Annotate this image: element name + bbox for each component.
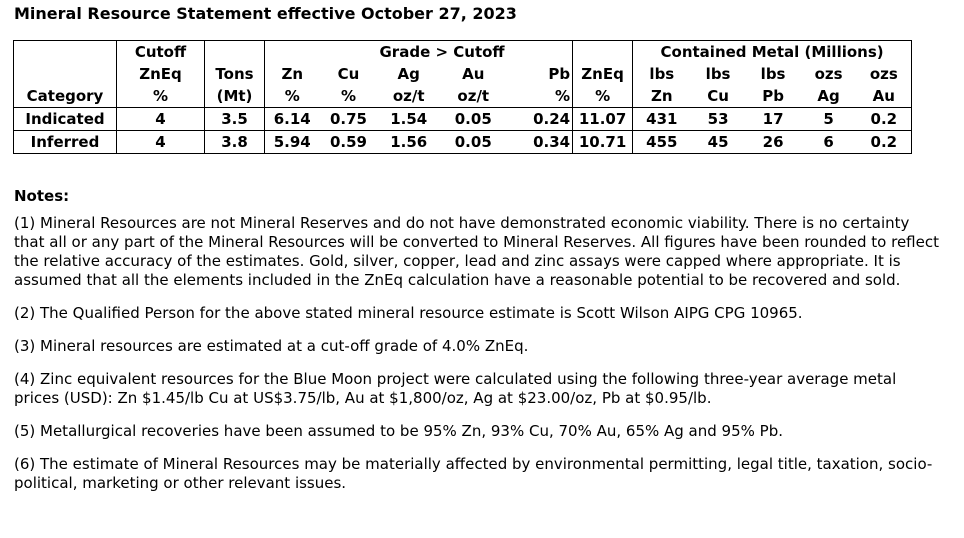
header-cell: [573, 41, 633, 64]
header-cell: oz/t: [392, 87, 425, 105]
header-cell: lbs: [705, 65, 731, 83]
table-cell: 455: [633, 131, 691, 154]
header-cell: ozs: [814, 65, 843, 83]
table-cell: 0.05: [440, 108, 507, 131]
table-cell: 1.54: [378, 108, 440, 131]
table-cell: 17: [746, 108, 801, 131]
table-cell: 0.34: [507, 131, 573, 154]
header-row-3: [14, 85, 912, 108]
header-cell: [14, 63, 117, 85]
note-item: (6) The estimate of Mineral Resources may be materially affected by environmental permitting, legal title, taxation, socio-political, marketing or other relevant issues.: [14, 455, 933, 492]
header-category: Category: [14, 85, 117, 108]
header-grade: Grade > Cutoff: [378, 41, 507, 64]
table-cell: 0.05: [440, 131, 507, 154]
header-row-1: [14, 41, 912, 64]
table-cell: 11.07: [573, 108, 633, 131]
table-cell: 45: [691, 131, 746, 154]
header-cell: [320, 41, 378, 64]
header-cutoff: Cutoff: [117, 41, 205, 64]
header-cell: Zn: [633, 85, 691, 108]
header-cell: [14, 41, 117, 64]
table-cell: 0.2: [857, 108, 912, 131]
header-cell: Pb: [507, 63, 573, 85]
note-item: (4) Zinc equivalent resources for the Blue Moon project were calculated using the following three-year average metal prices (USD): Zn $1.45/lb Cu at US$3.75/lb, Au at $1,800/oz, Ag at $23.00/oz, Pb at $0.95/lb.: [14, 370, 897, 407]
header-cell: ZnEq: [117, 63, 205, 85]
page-title: Mineral Resource Statement effective October 27, 2023: [14, 4, 517, 23]
header-cell: lbs: [633, 63, 691, 85]
table-cell: 10.71: [573, 131, 633, 154]
table-cell: 6: [801, 131, 857, 154]
header-cell: Tons: [205, 63, 265, 85]
row-category: Indicated: [14, 108, 117, 131]
header-cell: Au: [462, 65, 485, 83]
header-cell: Cu: [707, 87, 729, 105]
table-cell: 3.8: [205, 131, 265, 154]
table-cell: 26: [746, 131, 801, 154]
table-cell: 431: [633, 108, 691, 131]
header-contained-metal: Contained Metal (Millions): [633, 41, 912, 64]
header-row-2: [14, 63, 912, 85]
header-cell: %: [265, 85, 320, 108]
table-cell: 0.2: [857, 131, 912, 154]
header-cell: oz/t: [457, 87, 490, 105]
table-cell: 53: [691, 108, 746, 131]
header-cell: Ag: [397, 65, 420, 83]
note-item: (3) Mineral resources are estimated at a cut-off grade of 4.0% ZnEq.: [14, 337, 529, 355]
header-cell: Cu: [337, 65, 360, 83]
header-cell: %: [117, 85, 205, 108]
header-cell: ZnEq: [573, 63, 633, 85]
notes-heading: Notes:: [14, 187, 70, 205]
table-cell: 4: [117, 131, 205, 154]
header-cell: [507, 41, 573, 64]
header-cell: lbs: [760, 65, 786, 83]
header-cell: (Mt): [205, 85, 265, 108]
table-row: [14, 131, 912, 154]
table-row: [14, 108, 912, 131]
header-cell: ozs: [857, 63, 912, 85]
header-cell: %: [340, 87, 357, 105]
note-item: (5) Metallurgical recoveries have been assumed to be 95% Zn, 93% Cu, 70% Au, 65% Ag and 95% Pb.: [14, 422, 783, 440]
table-cell: 1.56: [378, 131, 440, 154]
header-cell: [265, 41, 320, 64]
table-cell: 0.24: [507, 108, 573, 131]
header-cell: Ag: [817, 87, 840, 105]
table-cell: 5: [801, 108, 857, 131]
notes-section: [14, 186, 944, 507]
table-cell: 4: [117, 108, 205, 131]
header-cell: Zn: [265, 63, 320, 85]
header-cell: Pb: [762, 87, 784, 105]
header-cell: %: [507, 85, 573, 108]
header-cell: Au: [857, 85, 912, 108]
table-cell: 6.14: [265, 108, 320, 131]
table-cell: 5.94: [265, 131, 320, 154]
row-category: Inferred: [14, 131, 117, 154]
note-item: (2) The Qualified Person for the above stated mineral resource estimate is Scott Wilson AIPG CPG 10965.: [14, 304, 803, 322]
table-cell: 0.59: [320, 131, 378, 154]
table-cell: 3.5: [205, 108, 265, 131]
table-cell: 0.75: [320, 108, 378, 131]
resource-table: [13, 40, 912, 154]
note-item: (1) Mineral Resources are not Mineral Reserves and do not have demonstrated economic viability. There is no certainty that all or any part of the Mineral Resources will be converted to Mineral Reserves. All figures have been rounded to reflect the relative accuracy of the estimates. Gold, silver, copper, lead and zinc assays were capped where appropriate. It is assumed that all the elements included in the ZnEq calculation have a reasonable potential to be recovered and sold.: [14, 214, 939, 289]
header-cell: [205, 41, 265, 64]
header-cell: %: [573, 85, 633, 108]
